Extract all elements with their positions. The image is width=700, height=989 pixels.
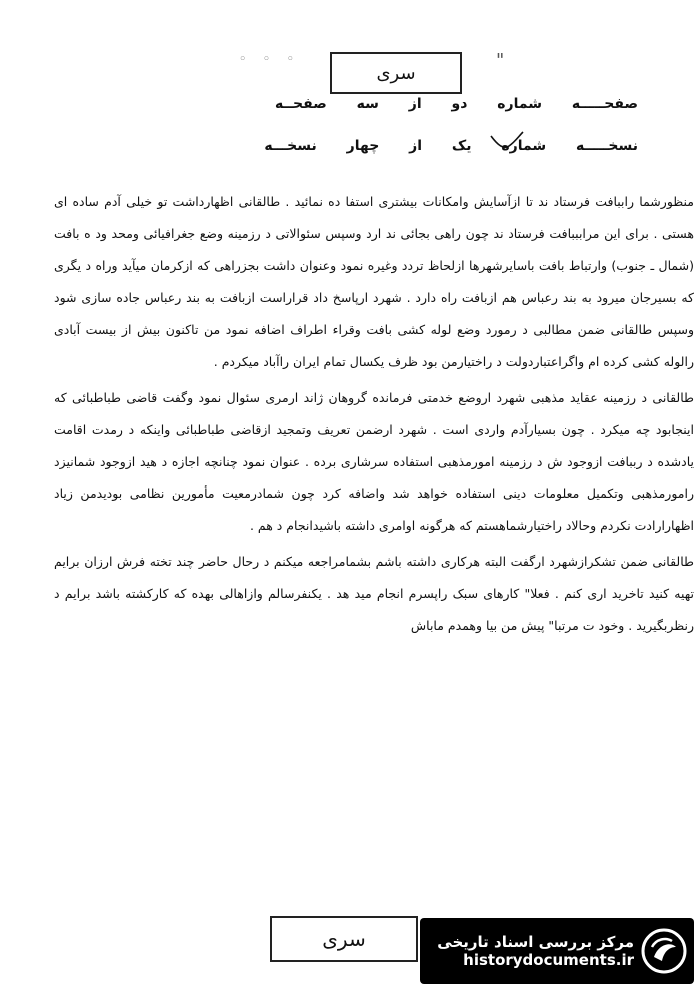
header-word: صفحــه [274, 96, 327, 112]
handwritten-mark [487, 130, 527, 156]
header-word: یک [451, 138, 472, 154]
watermark-org-name: مرکز بررسی اسناد تاریخی [437, 933, 634, 951]
classification-stamp-bottom [270, 916, 418, 962]
archive-logo-icon [640, 927, 688, 975]
watermark-text [437, 933, 634, 969]
header-word: شماره [501, 138, 547, 154]
document-body [54, 186, 694, 642]
header-word: نسخـــه [264, 138, 317, 154]
header-word: صفحـــــه [571, 96, 638, 112]
header-word: از [408, 96, 422, 112]
body-paragraph: طالقانی ضمن تشکرازشهرد ارگفت البته هرکاری داشته باشم بشمامراجعه میکنم د رحال حاضر چند تخته فرش ارزان برایم تهیه کنید تاخرید اری کنم . فعلا" کارهای سبک راپسرم انجام مید هد . یکنفرسالم وازاهالی بهده که کارکشته باشد برایم د رنظربگیرید . وخود ت مرتبا" پیش من بیا وهمدم ماباش [54, 554, 694, 633]
corner-scribble: " [496, 50, 505, 71]
body-paragraph: منظورشما راببافت فرستاد ند تا ازآسایش وامکانات بیشتری استفا ده نمائید . طالقانی اظهارداشت تو خیلی آدم ساده ای هستی . برای این مرابببافت فرستاد ند چون راهی بجائی ند ارد وسپس سئوالاتی د رزمینه وضع جغرافیائی ومحد ود ه بافت (شمال ـ جنوب) وارتباط بافت باسایرشهرها ازلحاظ تردد وغیره نمود وعنوان داشت بجزراهی که ازکرمان میآید وراه د یگری که بسیرجان میرود به بند رعباس هم ازبافت راه دارد . شهرد ارپاسخ داد قراراست ازبافت به بند رعباس جاده سازی شود وسپس طالقانی ضمن مطالبی د رمورد وضع لوله کشی بافت وقراء اطراف اضافه نمود من تاکنون بیش از بیست آبادی رالوله کشی کرده ام واگراعتباردولت د راختیارمن بود ظرف یکسال تمام ایران راآباد میکردم . [54, 194, 694, 369]
header-word: شماره [497, 96, 542, 112]
header-word: چهار [346, 138, 380, 154]
header-word: نسخـــــه [575, 138, 638, 154]
page-number-line [251, 96, 638, 112]
classification-stamp-top [330, 52, 462, 94]
watermark-url: historydocuments.ir [463, 951, 634, 969]
classification-stamp-bottom-label: سری [322, 927, 366, 951]
copy-number-line [240, 138, 638, 154]
header-word: دو [451, 96, 468, 112]
header-word: سه [356, 96, 379, 112]
faded-stamp-mark: ◦ ◦ ◦ [238, 52, 300, 67]
classification-stamp-top-label: سری [376, 62, 416, 84]
body-paragraph: طالقانی د رزمینه عقاید مذهبی شهرد اروضع خدمتی فرمانده گروهان ژاند ارمری سئوال نمود وگفت قاضی طباطبائی که اینجابود چه میکرد . چون بسیارآدم واردی است . شهرد ارضمن تعریف وتمجید ازقاضی طباطبائی واینکه د رمدت اقامت یادشده د رببافت ازوجود ش د رزمینه امورمذهبی استفاده سرشاری برده . عنوان نمود چنانچه اجازه د هید ازوجود شمانیزد رامورمذهبی وتکمیل معلومات دینی استفاده خواهد شد واضافه کرد چون شمادرمعیت مأمورین نظامی بودیدمن زیاد اظهارارادت نکردم وحالاد راختیارشماهستم که هرگونه اوامری داشته باشیدانجام د هم . [54, 390, 694, 533]
archive-watermark [420, 918, 694, 984]
header-word: از [409, 138, 423, 154]
